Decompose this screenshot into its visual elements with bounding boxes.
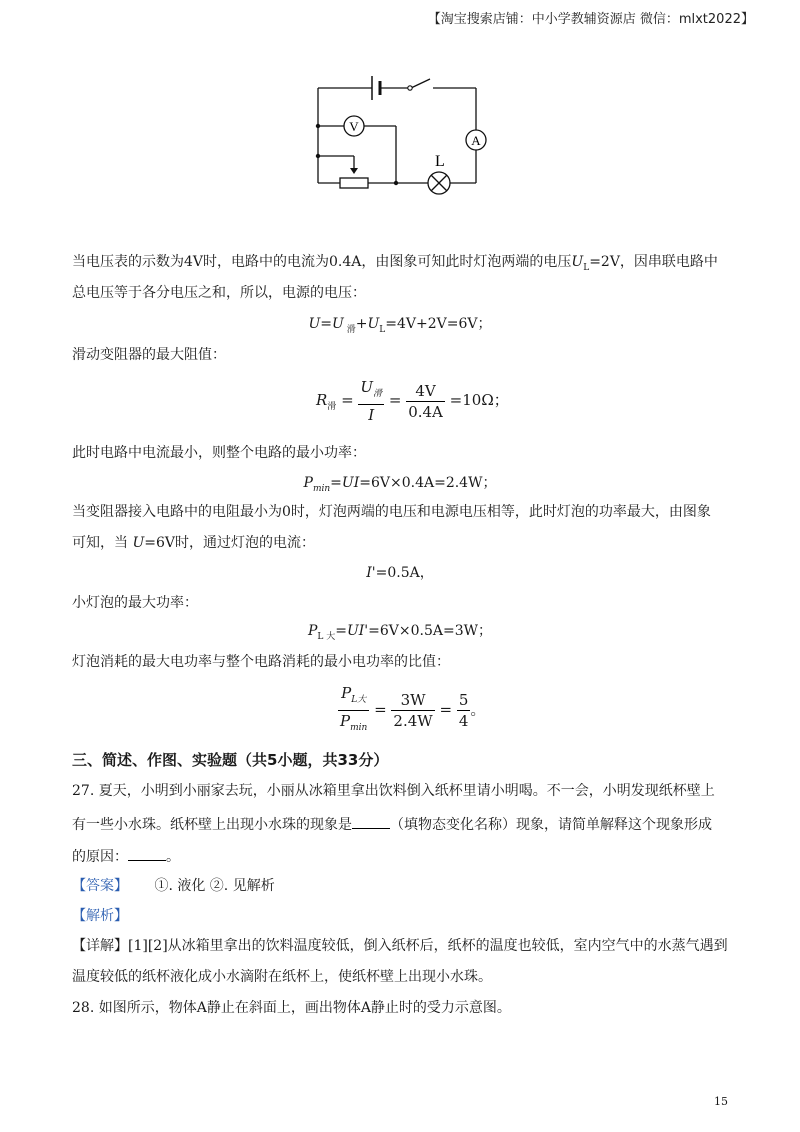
equation-lamp-max-power: $P_{L 大}=UI'=6V\times 0.5A=3W$； bbox=[307, 623, 493, 642]
rheostat-icon bbox=[340, 178, 368, 188]
answer-blank-2[interactable] bbox=[128, 846, 166, 861]
analysis-label: 【解析】 bbox=[72, 908, 128, 924]
detail-line1: 【详解】[1][2]从冰箱里拿出的饮料温度较低，倒入纸杯后，纸杯的温度也较低，室内空气中的水蒸气遇到 bbox=[72, 938, 728, 954]
para3: 此时电路中电流最小，则整个电路的最小功率： bbox=[72, 445, 366, 461]
page-header: 【淘宝搜索店铺：中小学教辅资源店 微信：mlxt2022】 bbox=[427, 12, 754, 27]
para1-line2: 总电压等于各分电压之和，所以，电源的电压： bbox=[72, 285, 366, 301]
para6: 灯泡消耗的最大电功率与整个电路消耗的最小电功率的比值： bbox=[72, 654, 450, 670]
lamp-icon bbox=[428, 172, 450, 194]
lamp-label: L bbox=[435, 153, 445, 170]
equation-max-resistance: $R_滑$ = $\frac{U_滑}{I}$ = $\frac{4V}{0.4A}$ =10Ω； bbox=[316, 378, 509, 424]
answer-line: 【答案】 ①. 液化 ②. 见解析 bbox=[72, 878, 275, 894]
circuit-diagram bbox=[300, 60, 500, 205]
para4-line1: 当变阻器接入电路中的电阻最小为0时，灯泡两端的电压和电源电压相等，此时灯泡的功率最大，由图象 bbox=[72, 504, 711, 520]
para5: 小灯泡的最大功率： bbox=[72, 595, 198, 611]
equation-min-power: $P_{min}=UI=6V\times 0.4A=2.4W$； bbox=[303, 475, 497, 494]
equation-power-ratio: $\frac{P_{L大}}{P_{min}}$ = $\frac{3W}{2.4W}$ = $\frac{5}{4}$ 。 bbox=[340, 684, 486, 733]
para1-line1: 当电压表的示数为4V时，电路中的电流为0.4A，由图象可知此时灯泡两端的电压$U_L=2V$，因串联电路中 bbox=[72, 254, 718, 273]
answer-blank-1[interactable] bbox=[352, 814, 390, 829]
equation-lamp-current: I'=0.5A， bbox=[366, 565, 434, 581]
page-number: 15 bbox=[714, 1095, 728, 1108]
q27-line1: 27. 夏天，小明到小丽家去玩，小丽从冰箱里拿出饮料倒入纸杯里请小明喝。不一会，小明发现纸杯壁上 bbox=[72, 783, 715, 799]
svg-text:V: V bbox=[349, 119, 359, 134]
q27-line2: 有一些小水珠。纸杯壁上出现小水珠的现象是 （填物态变化名称）现象，请简单解释这个现象形成 bbox=[72, 814, 712, 835]
equation-source-voltage: U=U $_滑+U_L=4V+2V=6V$； bbox=[308, 316, 492, 335]
section-title: 三、简述、作图、实验题（共5小题，共33分） bbox=[72, 751, 389, 769]
svg-text:A: A bbox=[471, 133, 481, 148]
voltmeter-icon bbox=[344, 116, 364, 136]
ammeter-icon bbox=[466, 130, 486, 150]
q27-line3: 的原因： 。 bbox=[72, 846, 180, 867]
answer-label: 【答案】 bbox=[72, 878, 128, 894]
para2: 滑动变阻器的最大阻值： bbox=[72, 347, 226, 363]
slider-arrow-icon bbox=[350, 168, 358, 174]
q28: 28. 如图所示，物体A静止在斜面上，画出物体A静止时的受力示意图。 bbox=[72, 1000, 511, 1016]
para4-line2: 可知，当 U=6V时，通过灯泡的电流： bbox=[72, 535, 316, 551]
detail-line2: 温度较低的纸杯液化成小水滴附在纸杯上，使纸杯壁上出现小水珠。 bbox=[72, 969, 492, 985]
